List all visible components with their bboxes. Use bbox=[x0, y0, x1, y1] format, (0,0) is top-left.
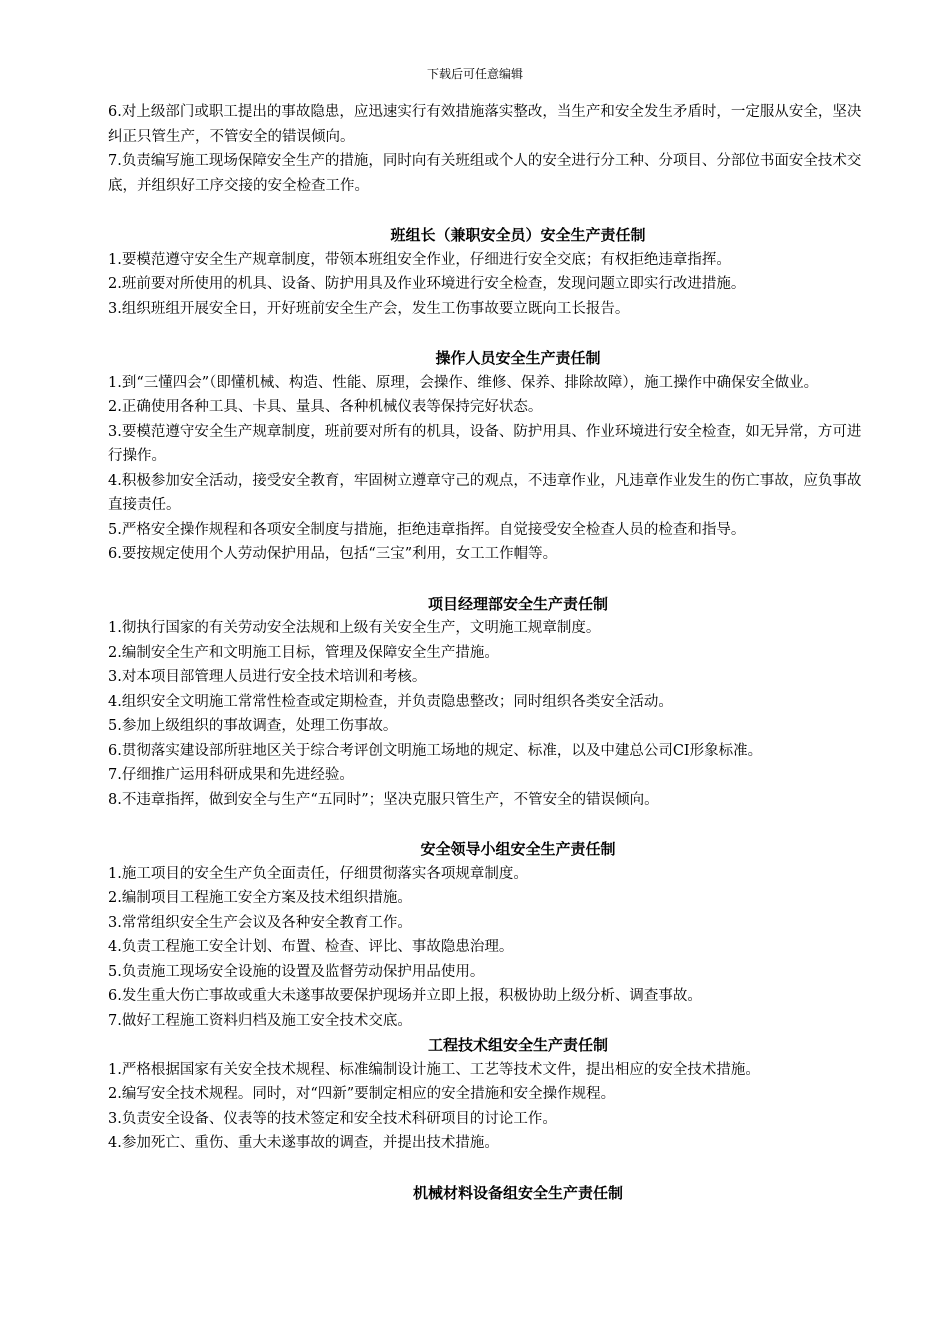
section-engineering bbox=[108, 1033, 868, 1156]
section-item: 3.组织班组开展安全日，开好班前安全生产会，发生工伤事故要立既向工长报告。 bbox=[108, 300, 630, 317]
section-item: 4.参加死亡、重伤、重大未遂事故的调查，并提出技术措施。 bbox=[108, 1135, 499, 1151]
section-item: 2.编写安全技术规程。同时，对“四新”要制定相应的安全措施和安全操作规程。 bbox=[108, 1086, 616, 1102]
section-title: 项目经理部安全生产责任制 bbox=[427, 594, 608, 613]
spacer bbox=[108, 321, 868, 346]
spacer bbox=[108, 198, 868, 223]
intro-item: 6.对上级部门或职工提出的事故隐患，应迅速实行有效措施落实整改，当生产和安全发生矛盾时，一定服从安全，坚决纠正只管生产，不管安全的错误倾向。 bbox=[108, 104, 862, 145]
section-item: 6.要按规定使用个人劳动保护用品，包括“三宝”利用，女工工作帽等。 bbox=[108, 546, 558, 562]
section-item: 3.要模范遵守安全生产规章制度，班前要对所有的机具，设备、防护用具、作业环境进行安全检查，如无异常，方可进行操作。 bbox=[108, 423, 862, 464]
section-title: 班组长（兼职安全员）安全生产责任制 bbox=[390, 226, 646, 244]
section-title: 工程技术组安全生产责任制 bbox=[427, 1036, 608, 1054]
section-item: 6.贯彻落实建设部所驻地区关于综合考评创文明施工场地的规定、标准，以及中建总公司CI形象标准。 bbox=[108, 742, 763, 759]
spacer bbox=[108, 567, 868, 592]
section-item: 7.仔细推广运用科研成果和先进经验。 bbox=[108, 767, 354, 783]
section-item: 3.负责安全设备、仪表等的技术签定和安全技术科研项目的讨论工作。 bbox=[108, 1110, 557, 1127]
section-item: 2.编制安全生产和文明施工目标，管理及保障安全生产措施。 bbox=[108, 644, 499, 661]
section-operators bbox=[108, 346, 868, 567]
section-project-management bbox=[108, 592, 868, 813]
section-item: 7.做好工程施工资料归档及施工安全技术交底。 bbox=[108, 1012, 412, 1029]
intro-item: 7.负责编写施工现场保障安全生产的措施，同时向有关班组或个人的安全进行分工种、分项目、分部位书面安全技术交底，并组织好工序交接的安全检查工作。 bbox=[108, 153, 862, 194]
spacer bbox=[108, 1156, 868, 1181]
section-item: 8.不违章指挥，做到安全与生产“五同时”；坚决克服只管生产，不管安全的错误倾向。 bbox=[108, 791, 659, 808]
section-item: 1.施工项目的安全生产负全面责任，仔细贯彻落实各项规章制度。 bbox=[108, 865, 528, 882]
section-title: 机械材料设备组安全生产责任制 bbox=[412, 1183, 623, 1202]
spacer bbox=[108, 812, 868, 837]
section-item: 3.对本项目部管理人员进行安全技术培训和考核。 bbox=[108, 669, 427, 685]
section-item: 5.严格安全操作规程和各项安全制度与措施，拒绝违章指挥。自觉接受安全检查人员的检查和指导。 bbox=[108, 521, 746, 538]
section-item: 4.负责工程施工安全计划、布置、检查、评比、事故隐患治理。 bbox=[108, 939, 514, 955]
section-machinery bbox=[108, 1181, 868, 1206]
section-item: 4.积极参加安全活动，接受安全教育，牢固树立遵章守己的观点，不违章作业，凡违章作业发生的伤亡事故，应负事故直接责任。 bbox=[108, 472, 862, 513]
section-item: 2.班前要对所使用的机具、设备、防护用具及作业环境进行安全检查，发现问题立即实行改进措施。 bbox=[108, 276, 746, 292]
section-safety-leadership bbox=[108, 837, 868, 1033]
section-item: 1.严格根据国家有关安全技术规程、标准编制设计施工、工艺等技术文件，提出相应的安全技术措施。 bbox=[108, 1061, 760, 1078]
section-item: 5.参加上级组织的事故调查，处理工伤事故。 bbox=[108, 718, 398, 734]
section-item: 1.到“三懂四会”（即懂机械、构造、性能、原理，会操作、维修、保养、排除故障），施工操作中确保安全做业。 bbox=[108, 374, 819, 391]
section-title: 操作人员安全生产责任制 bbox=[435, 349, 601, 367]
section-item: 3.常常组织安全生产会议及各种安全教育工作。 bbox=[108, 914, 412, 931]
intro-block bbox=[108, 100, 868, 198]
section-item: 5.负责施工现场安全设施的设置及监督劳动保护用品使用。 bbox=[108, 963, 485, 980]
section-item: 1.彻执行国家的有关劳动安全法规和上级有关安全生产，文明施工规章制度。 bbox=[108, 620, 601, 636]
document-body bbox=[108, 100, 868, 1205]
page-header: 下载后可任意编辑 bbox=[426, 67, 523, 81]
section-team-leader bbox=[108, 223, 868, 321]
section-item: 2.正确使用各种工具、卡具、量具、各种机械仪表等保持完好状态。 bbox=[108, 399, 543, 415]
section-item: 1.要模范遵守安全生产规章制度，带领本班组安全作业，仔细进行安全交底；有权拒绝违章指挥。 bbox=[108, 251, 731, 268]
section-title: 安全领导小组安全生产责任制 bbox=[420, 840, 616, 858]
section-item: 2.编制项目工程施工安全方案及技术组织措施。 bbox=[108, 890, 412, 906]
section-item: 4.组织安全文明施工常常性检查或定期检查，并负责隐患整改；同时组织各类安全活动。 bbox=[108, 693, 673, 710]
section-item: 6.发生重大伤亡事故或重大未遂事故要保护现场并立即上报，积极协助上级分析、调查事故。 bbox=[108, 988, 702, 1004]
